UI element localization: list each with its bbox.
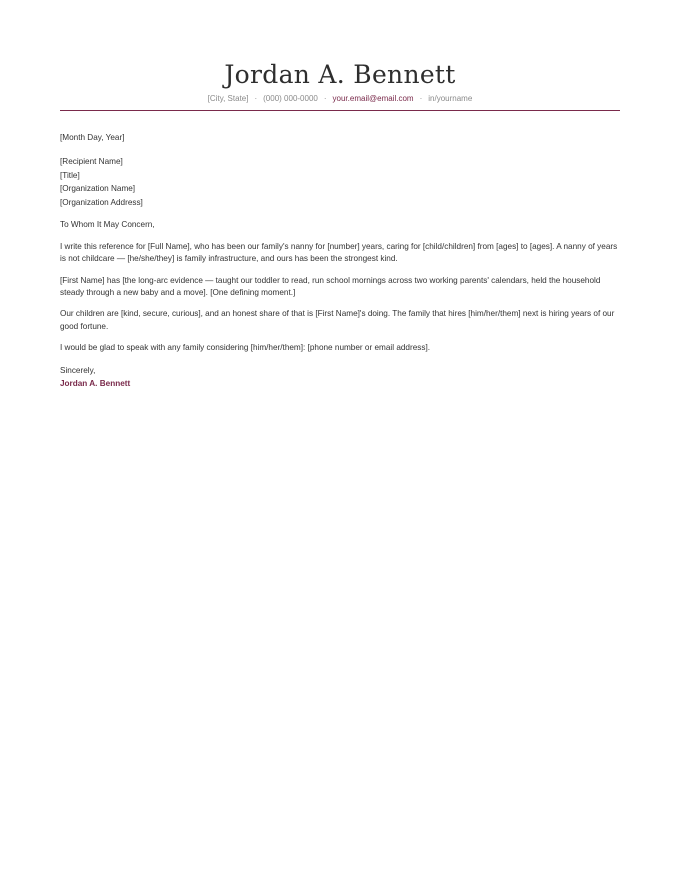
contact-separator: ·: [254, 94, 258, 103]
recipient-address: [Organization Address]: [60, 197, 143, 207]
letter-date: [Month Day, Year]: [60, 133, 125, 142]
body-paragraph: Our children are [kind, secure, curious], and an honest share of that is [First Name]'s doing. The family that hires [him/her/them] next is hiring years of our good fortune.: [60, 309, 615, 331]
letter-page: [60, 58, 620, 390]
signature: Jordan A. Bennett: [60, 379, 131, 389]
header-divider: [60, 110, 620, 111]
body-paragraph: I would be glad to speak with any family considering [him/her/them]: [phone number or email address].: [60, 343, 430, 353]
contact-linkedin: in/yourname: [428, 94, 473, 103]
contact-separator: ·: [323, 94, 327, 103]
body-paragraph: [First Name] has [the long-arc evidence — taught our toddler to read, run school mornings across two working parents' calendars, held the household steady through a new baby and a move]. [One defining moment.]: [60, 275, 601, 298]
recipient-organization: [Organization Name]: [60, 184, 136, 194]
contact-phone: (000) 000-0000: [263, 94, 318, 103]
contact-email-link[interactable]: your.email@email.com: [332, 94, 414, 103]
salutation: To Whom It May Concern,: [60, 220, 155, 230]
recipient-title: [Title]: [60, 170, 80, 180]
closing: Sincerely,: [60, 365, 96, 375]
recipient-block: [60, 155, 620, 209]
recipient-name: [Recipient Name]: [60, 157, 123, 167]
body-paragraph: I write this reference for [Full Name], who has been our family's nanny for [number] years, caring for [child/children] from [ages] to [ages]. A nanny of years is not childcare — [he/she/they] is family infrastructure, and ours has been the strongest kind.: [60, 241, 618, 264]
contact-line: [60, 93, 620, 105]
contact-location: [City, State]: [207, 94, 249, 103]
contact-separator: ·: [419, 94, 423, 103]
sender-name: Jordan A. Bennett: [224, 60, 456, 89]
